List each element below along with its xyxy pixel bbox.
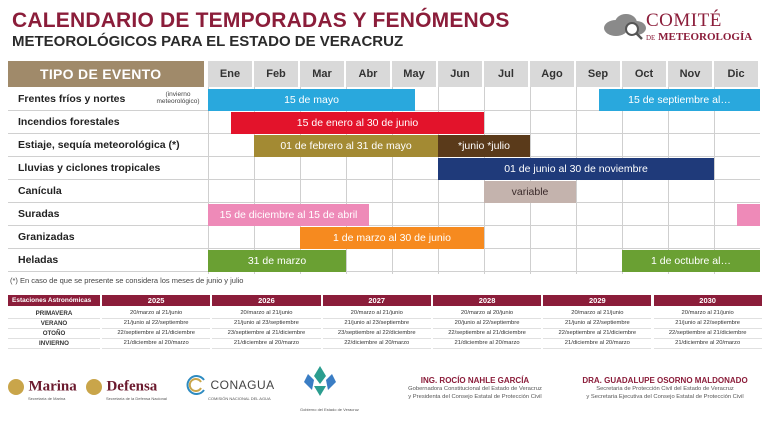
marina-logo: Marina Secretaría de Marina <box>8 378 77 401</box>
conagua-waves-icon <box>184 374 206 396</box>
season-date-cell: 21/junio al 22/septiembre <box>654 318 762 329</box>
signature-secretary: DRA. GUADALUPE OSORNO MALDONADO Secretaria de Protección Civil del Estado de Veracruz y Secretaria Ejecutiva del Consejo Estatal de Protección Civil <box>582 376 748 400</box>
month-header: Ago <box>530 61 576 87</box>
month-header: Ene <box>208 61 254 87</box>
year-header: 2026 <box>212 295 320 306</box>
logo-title: COMITÉ <box>646 10 722 31</box>
event-type-header: TIPO DE EVENTO <box>8 61 206 87</box>
season-label: VERANO <box>8 318 100 329</box>
month-header: Jun <box>438 61 484 87</box>
season-date-cell: 20/marzo al 21/junio <box>323 308 431 319</box>
event-sublabel: (invierno meteorológico) <box>156 91 200 105</box>
cloud-magnifier-icon <box>602 12 648 40</box>
event-period-bar: 1 de marzo al 30 de junio <box>300 227 484 249</box>
footnote: (*) En caso de que se presente se considera los meses de junio y julio <box>10 276 244 285</box>
season-date-cell: 22/septiembre al 21/diciembre <box>102 328 210 339</box>
veracruz-logo: Gobierno del Estado de Veracruz <box>300 364 359 412</box>
defensa-logo: Defensa Secretaría de la Defensa Nacional <box>86 378 167 401</box>
season-date-cell: 20/junio al 22/septiembre <box>433 318 541 329</box>
page-subtitle: METEOROLÓGICOS PARA EL ESTADO DE VERACRUZ <box>12 33 404 50</box>
season-label: INVIERNO <box>8 338 100 349</box>
event-period-bar: 15 de diciembre al 15 de abril <box>208 204 369 226</box>
event-period-bar: 15 de septiembre al… <box>599 89 760 111</box>
event-period-bar <box>737 204 760 226</box>
season-label: OTOÑO <box>8 328 100 339</box>
season-date-cell: 20/marzo al 21/junio <box>102 308 210 319</box>
year-header: 2027 <box>323 295 431 306</box>
season-date-cell: 21/diciembre al 20/marzo <box>212 338 320 349</box>
season-date-cell: 22/septiembre al 21/diciembre <box>654 328 762 339</box>
season-date-cell: 21/junio al 23/septiembre <box>323 318 431 329</box>
page-title: CALENDARIO DE TEMPORADAS Y FENÓMENOS <box>12 9 510 32</box>
event-label: Frentes fríos y nortes <box>18 93 126 105</box>
month-header: Sep <box>576 61 622 87</box>
marina-seal-icon <box>8 379 24 395</box>
year-header: 2030 <box>654 295 762 306</box>
season-date-cell: 20/marzo al 21/junio <box>212 308 320 319</box>
month-header: Feb <box>254 61 300 87</box>
calendar-grid <box>8 61 760 274</box>
event-row <box>8 135 760 157</box>
conagua-logo: CONAGUA COMISIÓN NACIONAL DEL AGUA <box>184 374 275 401</box>
event-label: Incendios forestales <box>18 116 120 128</box>
veracruz-emblem-icon <box>300 364 340 400</box>
event-period-bar: 01 de febrero al 31 de mayo <box>254 135 438 157</box>
month-header: Jul <box>484 61 530 87</box>
event-row <box>8 158 760 180</box>
season-date-cell: 21/diciembre al 20/marzo <box>433 338 541 349</box>
season-date-cell: 23/septiembre al 21/diciembre <box>212 328 320 339</box>
logo-subtitle: DE METEOROLOGÍA <box>646 31 753 43</box>
season-date-cell: 23/septiembre al 22/diciembre <box>323 328 431 339</box>
year-header: 2028 <box>433 295 541 306</box>
season-date-cell: 22/septiembre al 21/diciembre <box>543 328 651 339</box>
season-date-cell: 21/diciembre al 20/marzo <box>654 338 762 349</box>
event-period-bar: 15 de enero al 30 de junio <box>231 112 484 134</box>
defensa-seal-icon <box>86 379 102 395</box>
event-label: Suradas <box>18 208 60 220</box>
event-row <box>8 112 760 134</box>
season-date-cell: 22/septiembre al 21/diciembre <box>433 328 541 339</box>
season-date-cell: 20/marzo al 21/junio <box>654 308 762 319</box>
comite-logo <box>600 8 760 50</box>
month-header: May <box>392 61 438 87</box>
season-date-cell: 21/junio al 22/septiembre <box>543 318 651 329</box>
season-date-cell: 21/diciembre al 20/marzo <box>102 338 210 349</box>
event-period-bar: 01 de junio al 30 de noviembre <box>438 158 714 180</box>
event-period-bar: variable <box>484 181 576 203</box>
event-label: Granizadas <box>18 231 75 243</box>
signature-governor: ING. ROCÍO NAHLE GARCÍA Gobernadora Constitucional del Estado de Veracruz y Presidenta del Consejo Estatal de Protección Civil <box>408 376 542 400</box>
season-date-cell: 21/junio al 23/septiembre <box>212 318 320 329</box>
month-header: Nov <box>668 61 714 87</box>
month-header: Oct <box>622 61 668 87</box>
event-label: Lluvias y ciclones tropicales <box>18 162 161 174</box>
month-header: Abr <box>346 61 392 87</box>
event-label: Canícula <box>18 185 62 197</box>
event-label: Heladas <box>18 254 59 266</box>
month-header: Mar <box>300 61 346 87</box>
season-date-cell: 20/marzo al 21/junio <box>543 308 651 319</box>
year-header: 2029 <box>543 295 651 306</box>
event-period-bar: *junio *julio <box>438 135 530 157</box>
month-header: Dic <box>714 61 760 87</box>
event-row <box>8 89 760 111</box>
season-date-cell: 22/diciembre al 20/marzo <box>323 338 431 349</box>
event-period-bar: 1 de octubre al… <box>622 250 760 272</box>
event-row <box>8 250 760 272</box>
event-row <box>8 227 760 249</box>
season-date-cell: 20/marzo al 20/junio <box>433 308 541 319</box>
season-date-cell: 21/diciembre al 20/marzo <box>543 338 651 349</box>
year-header: 2025 <box>102 295 210 306</box>
event-period-bar: 15 de mayo <box>208 89 415 111</box>
event-row <box>8 204 760 226</box>
season-label: PRIMAVERA <box>8 308 100 319</box>
event-label: Estiaje, sequía meteorológica (*) <box>18 139 180 151</box>
footer <box>0 362 768 426</box>
season-date-cell: 21/junio al 22/septiembre <box>102 318 210 329</box>
event-row <box>8 181 760 203</box>
event-period-bar: 31 de marzo <box>208 250 346 272</box>
astro-header: Estaciones Astronómicas <box>8 295 100 306</box>
